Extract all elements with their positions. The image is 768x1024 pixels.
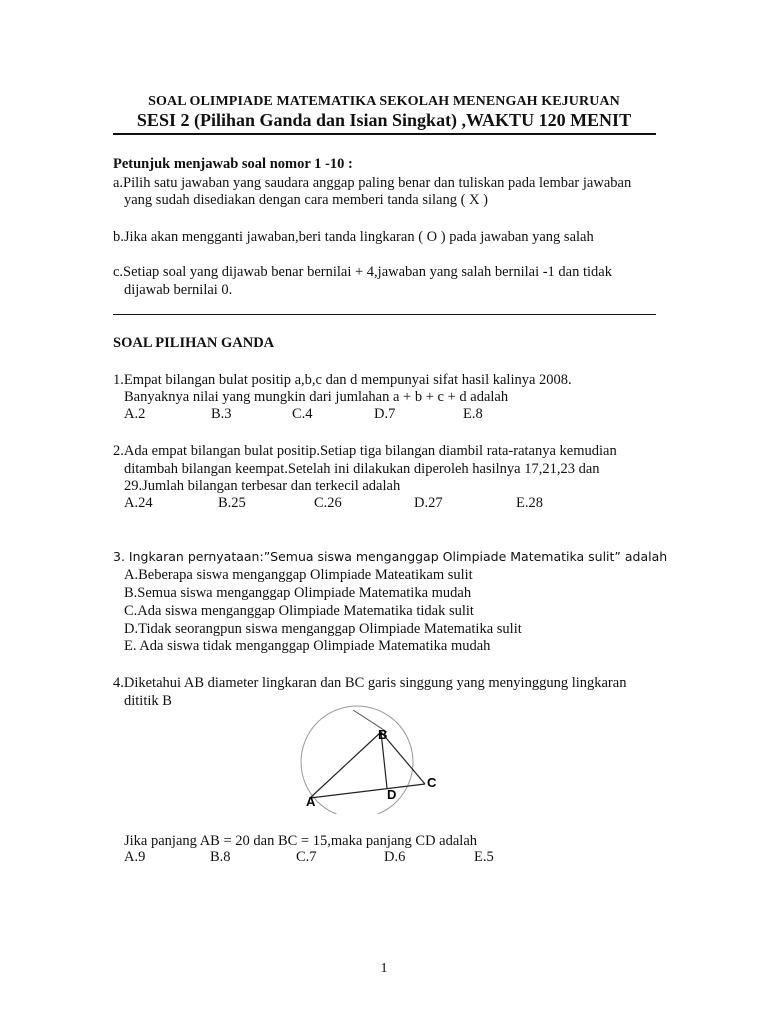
q2-option-e: E.28 [516, 495, 543, 511]
q4-option-b: B.8 [210, 849, 231, 865]
instruction-b: b.Jika akan mengganti jawaban,beri tanda lingkaran ( O ) pada jawaban yang salah [113, 229, 594, 245]
figure-diameter-ab [310, 732, 381, 798]
figure-label-d: D [387, 787, 397, 802]
q4-option-c: C.7 [296, 849, 317, 865]
figure-label-a: A [306, 794, 316, 809]
q4-line1: 4.Diketahui AB diameter lingkaran dan BC garis singgung yang menyinggung lingkaran [113, 675, 627, 691]
figure-label-b: B [378, 727, 388, 742]
instructions-divider [113, 314, 656, 315]
q3-option-d: D.Tidak seorangpun siswa menganggap Olimpiade Matematika sulit [124, 621, 522, 637]
q2-option-c: C.26 [314, 495, 342, 511]
q4-line2: dititik B [124, 693, 172, 709]
q4-option-a: A.9 [124, 849, 146, 865]
q3-option-c: C.Ada siswa menganggap Olimpiade Matematika tidak sulit [124, 603, 474, 619]
figure-label-c: C [427, 775, 437, 790]
q1-line2: Banyaknya nilai yang mungkin dari jumlahan a + b + c + d adalah [124, 389, 509, 405]
q2-line1: 2.Ada empat bilangan bulat positip.Setiap tiga bilangan diambil rata-ratanya kemudian [113, 443, 617, 459]
q3-option-e: E. Ada siswa tidak menganggap Olimpiade Matematika mudah [124, 638, 491, 654]
instruction-c-line2: dijawab bernilai 0. [124, 282, 233, 298]
page-number: 1 [380, 961, 388, 976]
figure-tangent-bc [381, 732, 425, 784]
q3-line1: 3. Ingkaran pernyataan:”Semua siswa menganggap Olimpiade Matematika sulit” adalah [113, 549, 668, 564]
instructions-title: Petunjuk menjawab soal nomor 1 -10 : [113, 156, 353, 172]
instruction-c-line1: c.Setiap soal yang dijawab benar bernilai + 4,jawaban yang salah bernilai -1 dan tidak [113, 264, 612, 280]
q2-option-b: B.25 [218, 495, 246, 511]
exam-session-title: SESI 2 (Pilihan Ganda dan Isian Singkat) ,WAKTU 120 MENIT [136, 110, 632, 130]
q1-option-c: C.4 [292, 406, 313, 422]
q1-option-d: D.7 [374, 406, 396, 422]
q1-option-e: E.8 [463, 406, 483, 422]
figure-line-ac [310, 784, 425, 798]
q1-option-b: B.3 [211, 406, 232, 422]
q4-line3: Jika panjang AB = 20 dan BC = 15,maka panjang CD adalah [124, 833, 478, 849]
section-title: SOAL PILIHAN GANDA [113, 335, 275, 351]
exam-header-title: SOAL OLIMPIADE MATEMATIKA SEKOLAH MENENGAH KEJURUAN [148, 94, 620, 109]
q4-option-e: E.5 [474, 849, 494, 865]
q2-line3: 29.Jumlah bilangan terbesar dan terkecil adalah [124, 478, 401, 494]
q1-line1: 1.Empat bilangan bulat positip a,b,c dan d mempunyai sifat hasil kalinya 2008. [113, 372, 572, 388]
instruction-a-line2: yang sudah disediakan dengan cara memberi tanda silang ( X ) [124, 192, 488, 208]
header-divider [113, 133, 656, 135]
q2-line2: ditambah bilangan keempat.Setelah ini dilakukan diperoleh hasilnya 17,21,23 dan [124, 461, 600, 477]
instruction-a-line1: a.Pilih satu jawaban yang saudara anggap paling benar dan tuliskan pada lembar jawaban [113, 175, 632, 191]
q3-option-b: B.Semua siswa menganggap Olimpiade Matematika mudah [124, 585, 472, 601]
circle-tangent-figure [295, 702, 455, 814]
q3-option-a: A.Beberapa siswa menganggap Olimpiade Mateatikam sulit [124, 567, 473, 583]
q4-option-d: D.6 [384, 849, 406, 865]
q2-option-d: D.27 [414, 495, 443, 511]
q2-option-a: A.24 [124, 495, 153, 511]
q1-option-a: A.2 [124, 406, 146, 422]
